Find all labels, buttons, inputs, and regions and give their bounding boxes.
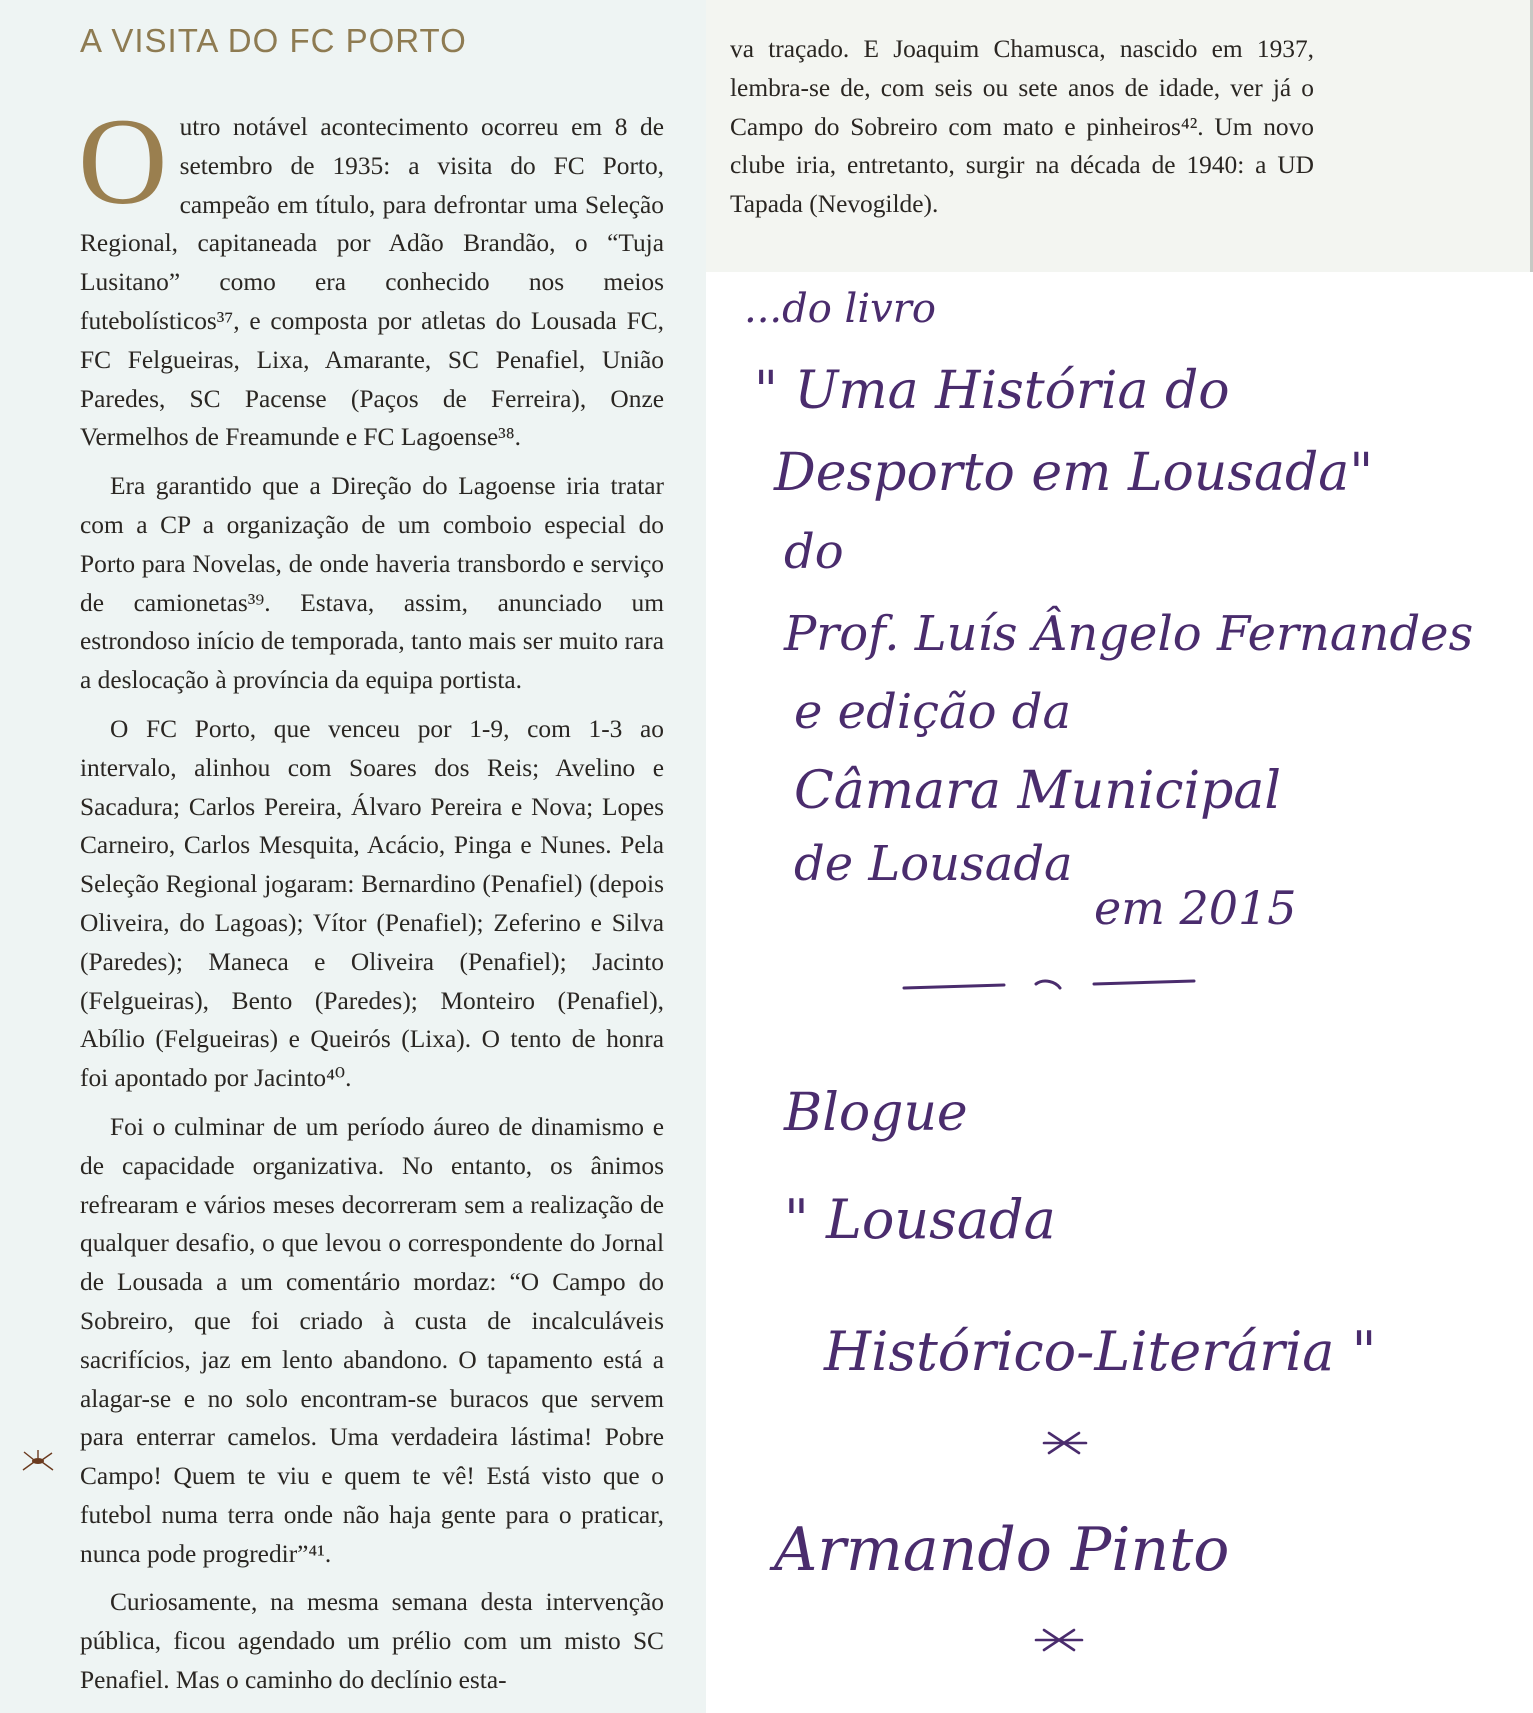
insect-speck [20,1448,56,1474]
paragraph-4: Foi o culminar de um período áureo de dinamismo e de capacidade organizativa. No entanto, os ânimos refrearam e vários meses decorreram sem a realização de qualquer desafio, o que levou o correspondente do Jornal de Lousada a um comentário mordaz: “O Campo do Sobreiro, que foi criado à custa de incalculáveis sacrifícios, jaz em lento abandono. O tapamento está a alagar-se e no solo encontram-se buracos que servem para enterrar camelos. Uma verdadeira lástima! Pobre Campo! Quem te viu e quem te vê! Está visto que o futebol numa terra onde não haja gente para o praticar, nunca pode progredir”⁴¹. [80,1112,664,1568]
article-title: A VISITA DO FC PORTO [80,22,467,59]
paragraph-continued: va traçado. E Joaquim Chamusca, nascido em 1937, lembra-se de, com seis ou sete anos de idade, ver já o Campo do Sobreiro com mato e pinheiros⁴². Um novo clube iria, entretanto, surgir na década de 1940: a UD Tapada (Nevogilde). [730,35,1314,219]
handwritten-note [714,278,1524,1708]
note-line-1: ...do livro [744,286,936,332]
paragraph-1-text: utro notável acontecimento ocorreu em 8 de setembro de 1935: a visita do FC Porto, campeão em título, para defrontar uma Seleção Regional, capitaneada por Adão Brandão, o “Tuja Lusitano” como era conhecido nos meios futebolísticos³⁷, e composta por atletas do Lousada FC, FC Felgueiras, Lixa, Amarante, SC Penafiel, União Paredes, SC Pacense (Paços de Ferreira), Onze Vermelhos de Freamunde e FC Lagoense³⁸. [80,113,664,452]
paragraph-1 [78,93,664,457]
article-right-column [730,30,1314,224]
paragraph-5: Curiosamente, na mesma semana desta intervenção pública, ficou agendado um prélio com um misto SC Penafiel. Mas o caminho do declínio esta- [80,1588,664,1695]
note-signature: Armando Pinto [774,1515,1230,1585]
drop-cap: O [78,93,168,230]
asterisk-mark-2 [1036,1630,1082,1650]
note-line-4: do [784,524,844,580]
note-line-6: e edição da [794,684,1072,740]
separator-squiggle [904,981,1194,988]
paragraph-3: O FC Porto, que venceu por 1-9, com 1-3 ao intervalo, alinhou com Soares dos Reis; Avelino e Sacadura; Carlos Pereira, Álvaro Pereira e Nova; Lopes Carneiro, Carlos Mesquita, Acácio, Pinga e Nunes. Pela Seleção Regional jogaram: Bernardino (Penafiel) (depois Oliveira, do Lagoas); Vítor (Penafiel); Zeferino e Silva (Paredes); Maneca e Oliveira (Penafiel); Jacinto (Felgueiras), Bento (Paredes); Monteiro (Penafiel), Abílio (Felgueiras) e Queirós (Lixa). O tento de honra foi apontado por Jacinto⁴⁰. [80,714,664,1093]
paragraph-2: Era garantido que a Direção do Lagoense iria tratar com a CP a organização de um comboio especial do Porto para Novelas, de onde haveria transbordo e serviço de camionetas³⁹. Estava, assim, anunciado um estrondoso início de temporada, tanto mais ser muito rara a deslocação à província da equipa portista. [80,472,664,695]
asterisk-mark-1 [1044,1433,1086,1453]
article-left-column [78,93,664,1710]
note-line-12: Histórico-Literária " [824,1320,1377,1383]
note-line-5: Prof. Luís Ângelo Fernandes [784,606,1474,662]
note-line-3: Desporto em Lousada" [774,443,1374,503]
note-line-11: " Lousada [784,1188,1056,1251]
note-line-2: " Uma História do [754,361,1230,421]
note-line-10: Blogue [784,1083,968,1143]
note-line-7: Câmara Municipal [794,761,1282,821]
note-line-9: em 2015 [1094,881,1297,935]
note-line-8: de Lousada [794,836,1073,892]
